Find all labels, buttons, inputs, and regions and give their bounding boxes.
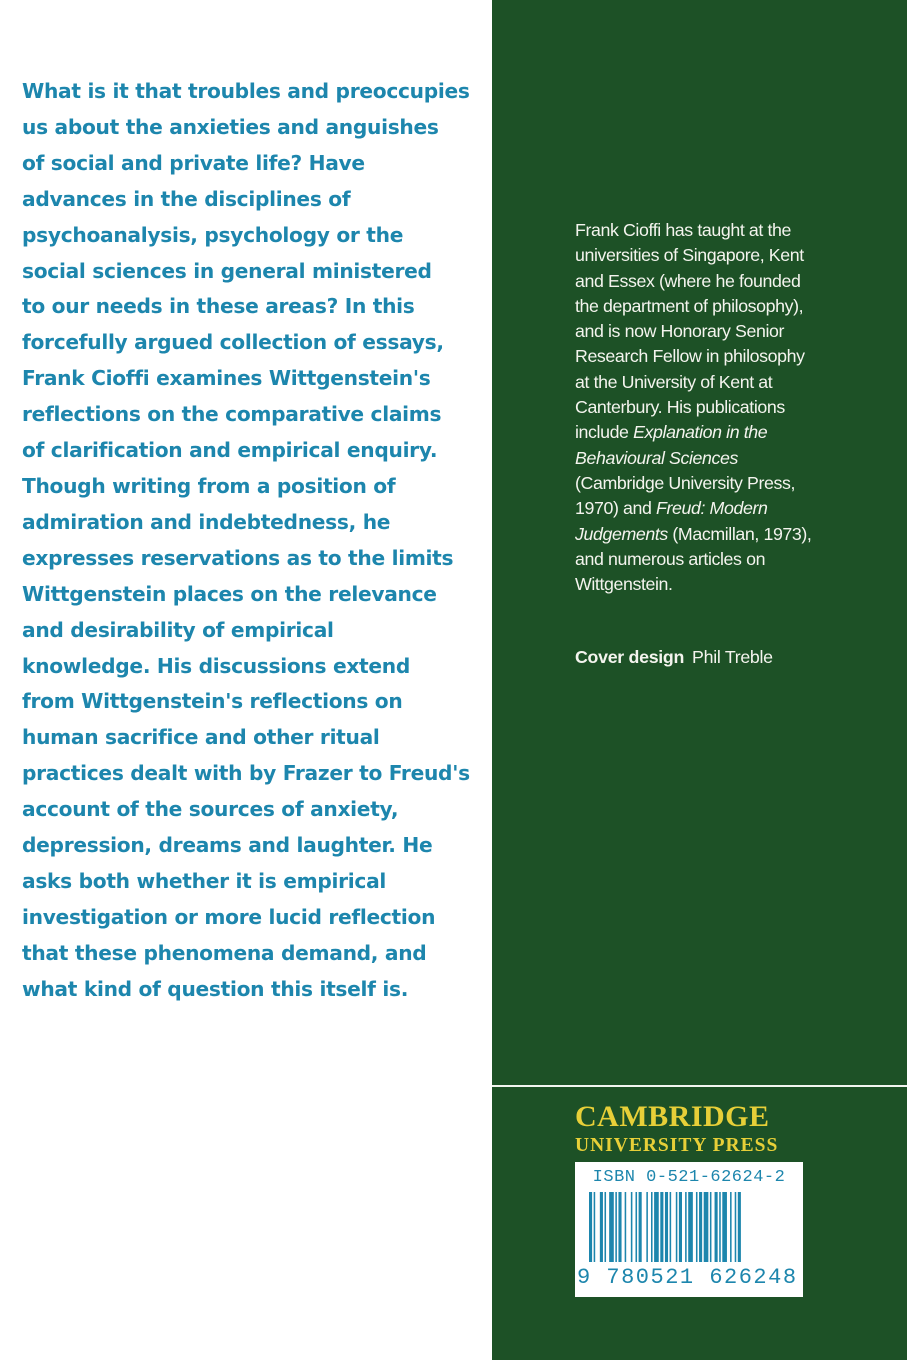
barcode-bar [600,1192,603,1262]
ean-number: 9 780521 626248 [577,1265,798,1290]
blurb-line: reflections on the comparative claims [22,402,442,427]
barcode-bar [618,1192,621,1262]
bio-line: (Cambridge University Press, [575,472,796,493]
barcode-bar [660,1192,663,1262]
bio-line [575,522,895,547]
bio-line: and is now Honorary Senior [575,321,785,342]
bio-text: (Macmillan, 1973), [667,523,812,544]
barcode-bar [636,1192,638,1262]
blurb-line: from Wittgenstein's reflections on [22,689,403,714]
barcode-box [575,1162,803,1297]
isbn-label: ISBN 0-521-62624-2 [592,1168,786,1187]
blurb-line: and desirability of empirical [22,617,334,642]
bio-text: 1970) and [575,498,657,519]
blurb-line: depression, dreams and laughter. He [22,833,433,858]
publisher-subtitle: UNIVERSITY PRESS [575,1135,779,1156]
barcode-bar [589,1192,592,1262]
barcode-bar [609,1192,614,1262]
blurb-line: of clarification and empirical enquiry. [22,438,438,463]
bio-line [575,446,895,471]
book-title: Judgements [575,523,668,544]
barcode-bar [735,1192,737,1262]
credit-name: Phil Treble [692,647,773,667]
book-title: Freud: Modern [656,498,768,519]
blurb-line: asks both whether it is empirical [22,868,387,893]
blurb-line: advances in the disciplines of [22,186,351,211]
blurb-line: of social and private life? Have [22,150,365,175]
blurb-line: practices dealt with by Frazer to Freud's [22,761,470,786]
blurb-line: account of the sources of anxiety, [22,797,399,822]
blurb-line: Frank Cioffi examines Wittgenstein's [22,366,431,391]
cover-design-credit [575,647,773,668]
barcode-bar [688,1192,693,1262]
publisher-logo [575,1100,815,1158]
barcode-bar [631,1192,633,1262]
publisher-name: CAMBRIDGE [575,1100,770,1133]
bio-line: and numerous articles on [575,548,766,569]
barcode-bar [685,1192,687,1262]
bio-line: universities of Singapore, Kent [575,245,804,266]
barcode-bar [696,1192,698,1262]
bio-text: include [575,422,634,443]
bio-line [575,420,895,445]
credit-label: Cover design [575,647,685,667]
barcode-bar [722,1192,727,1262]
barcode-bar [625,1192,627,1262]
bio-line: Canterbury. His publications [575,397,785,418]
blurb-line: investigation or more lucid reflection [22,904,436,929]
barcode-bar [719,1192,721,1262]
barcode-bar [670,1192,672,1262]
blurb-line: human sacrifice and other ritual [22,725,380,750]
barcode-bar [679,1192,682,1262]
barcode-bar [710,1192,712,1262]
book-title: Behavioural Sciences [575,447,738,468]
panel-divider [492,1085,907,1087]
blurb-line: what kind of question this itself is. [22,976,409,1001]
bio-line: Research Fellow in philosophy [575,346,805,367]
blurb-line: knowledge. His discussions extend [22,653,411,678]
barcode-bar [676,1192,678,1262]
barcode-bar [639,1192,642,1262]
barcode-bar [665,1192,668,1262]
barcode-bar [615,1192,617,1262]
barcode-bar [715,1192,718,1262]
bio-line: Frank Cioffi has taught at the [575,220,791,240]
barcode-bar [605,1192,607,1262]
blurb-line: forcefully argued collection of essays, [22,330,444,355]
barcode-icon [589,1192,795,1262]
blurb-line: Wittgenstein places on the relevance [22,581,437,606]
blurb-line: us about the anxieties and anguishes [22,114,439,139]
blurb-line: that these phenomena demand, and [22,940,427,965]
author-bio [575,218,895,597]
barcode-bar [646,1192,648,1262]
barcode-bar [730,1192,732,1262]
bio-line: and Essex (where he founded [575,270,801,291]
blurb-line: to our needs in these areas? In this [22,294,415,319]
barcode-bar [738,1192,741,1262]
barcode-bar [651,1192,653,1262]
blurb-line: psychoanalysis, psychology or the [22,222,404,247]
blurb-line: social sciences in general ministered [22,258,432,283]
bio-line: at the University of Kent at [575,371,773,392]
blurb-line: Though writing from a position of [22,473,396,498]
blurb-line: What is it that troubles and preoccupies [22,79,470,103]
barcode-bar [704,1192,709,1262]
book-blurb [22,74,472,1008]
blurb-line: expresses reservations as to the limits [22,545,454,570]
barcode-bar [699,1192,702,1262]
bio-line: Wittgenstein. [575,574,673,595]
barcode-bar [654,1192,659,1262]
bio-line [575,496,895,521]
blurb-line: admiration and indebtedness, he [22,509,391,534]
book-title: Explanation in the [633,422,768,443]
barcode-bar [594,1192,596,1262]
bio-line: the department of philosophy), [575,295,804,316]
